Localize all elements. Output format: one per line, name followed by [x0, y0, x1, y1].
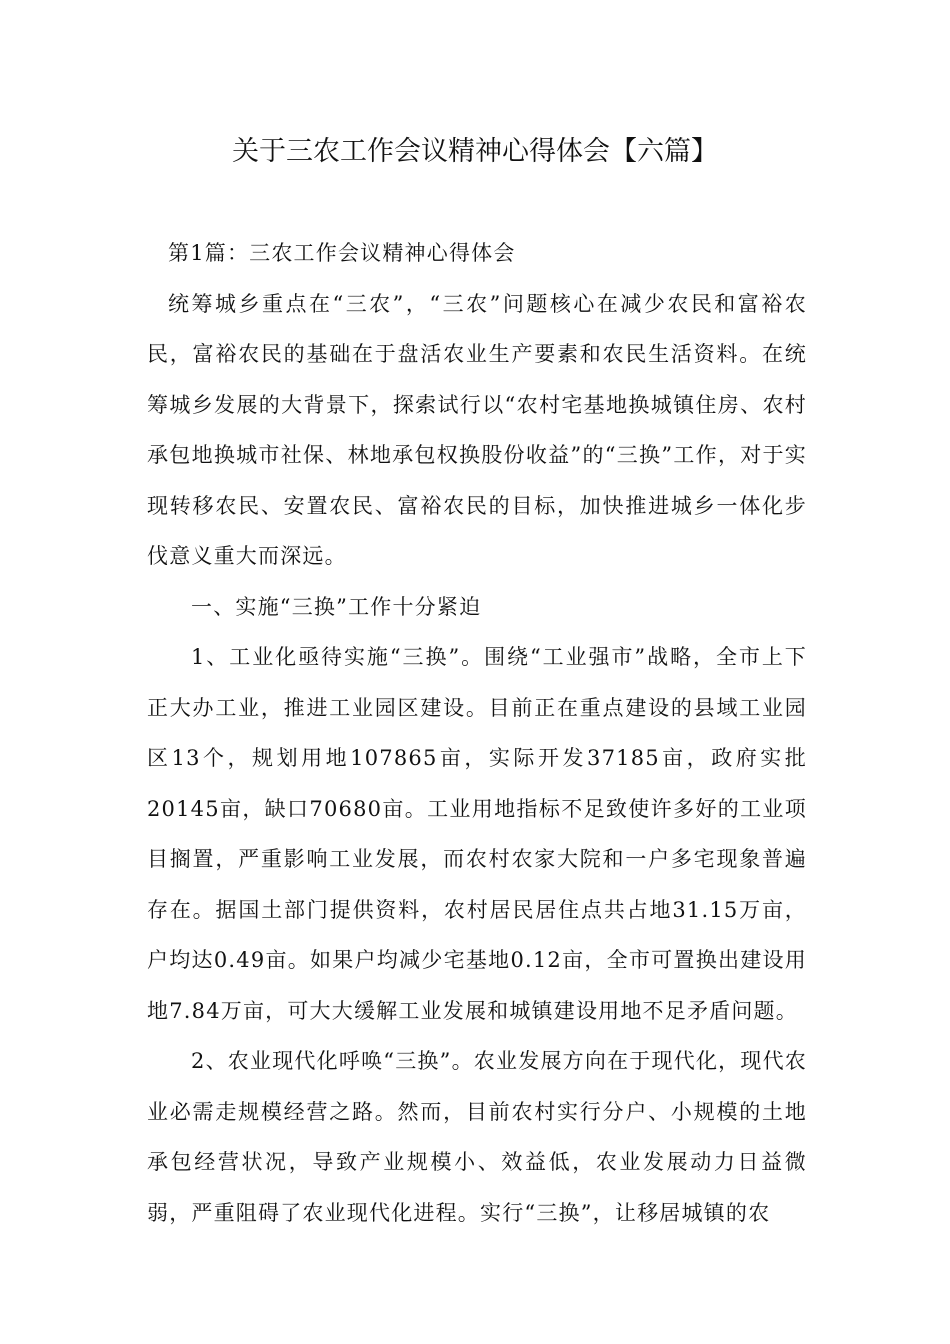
paragraph-industrialization: 1、工业化亟待实施“三换”。围绕“工业强市”战略，全市上下正大办工业，推进工业园区建设。目前正在重点建设的县域工业园区13个，规划用地107865亩，实际开发37185亩，政府实批20145亩，缺口70680亩。工业用地指标不足致使许多好的工业项目搁置，严重影响工业发展，而农村农家大院和一户多宅现象普遍存在。据国土部门提供资料，农村居民居住点共占地31.15万亩，户均达0.49亩。如果户均减少宅基地0.12亩，全市可置换出建设用地7.84万亩，可大大缓解工业发展和城镇建设用地不足矛盾问题。 [147, 645, 807, 1023]
paragraph-agriculture-modernization: 2、农业现代化呼唤“三换”。农业发展方向在于现代化，现代农业必需走规模经营之路。然而，目前农村实行分户、小规模的土地承包经营状况，导致产业规模小、效益低，农业发展动力日益微弱，严重阻碍了农业现代化进程。实行“三换”，让移居城镇的农 [147, 1049, 807, 1225]
document-title: 关于三农工作会议精神心得体会【六篇】 [232, 136, 718, 167]
section-heading: 一、实施“三换”工作十分紧迫 [191, 594, 482, 619]
chapter-heading: 第1篇：三农工作会议精神心得体会 [168, 241, 516, 265]
document-body [147, 228, 807, 1238]
paragraph-intro: 统筹城乡重点在“三农”，“三农”问题核心在减少农民和富裕农民，富裕农民的基础在于盘活农业生产要素和农民生活资料。在统筹城乡发展的大背景下，探索试行以“农村宅基地换城镇住房、农村承包地换城市社保、林地承包权换股份收益”的“三换”工作，对于实现转移农民、安置农民、富裕农民的目标，加快推进城乡一体化步伐意义重大而深远。 [147, 291, 807, 568]
